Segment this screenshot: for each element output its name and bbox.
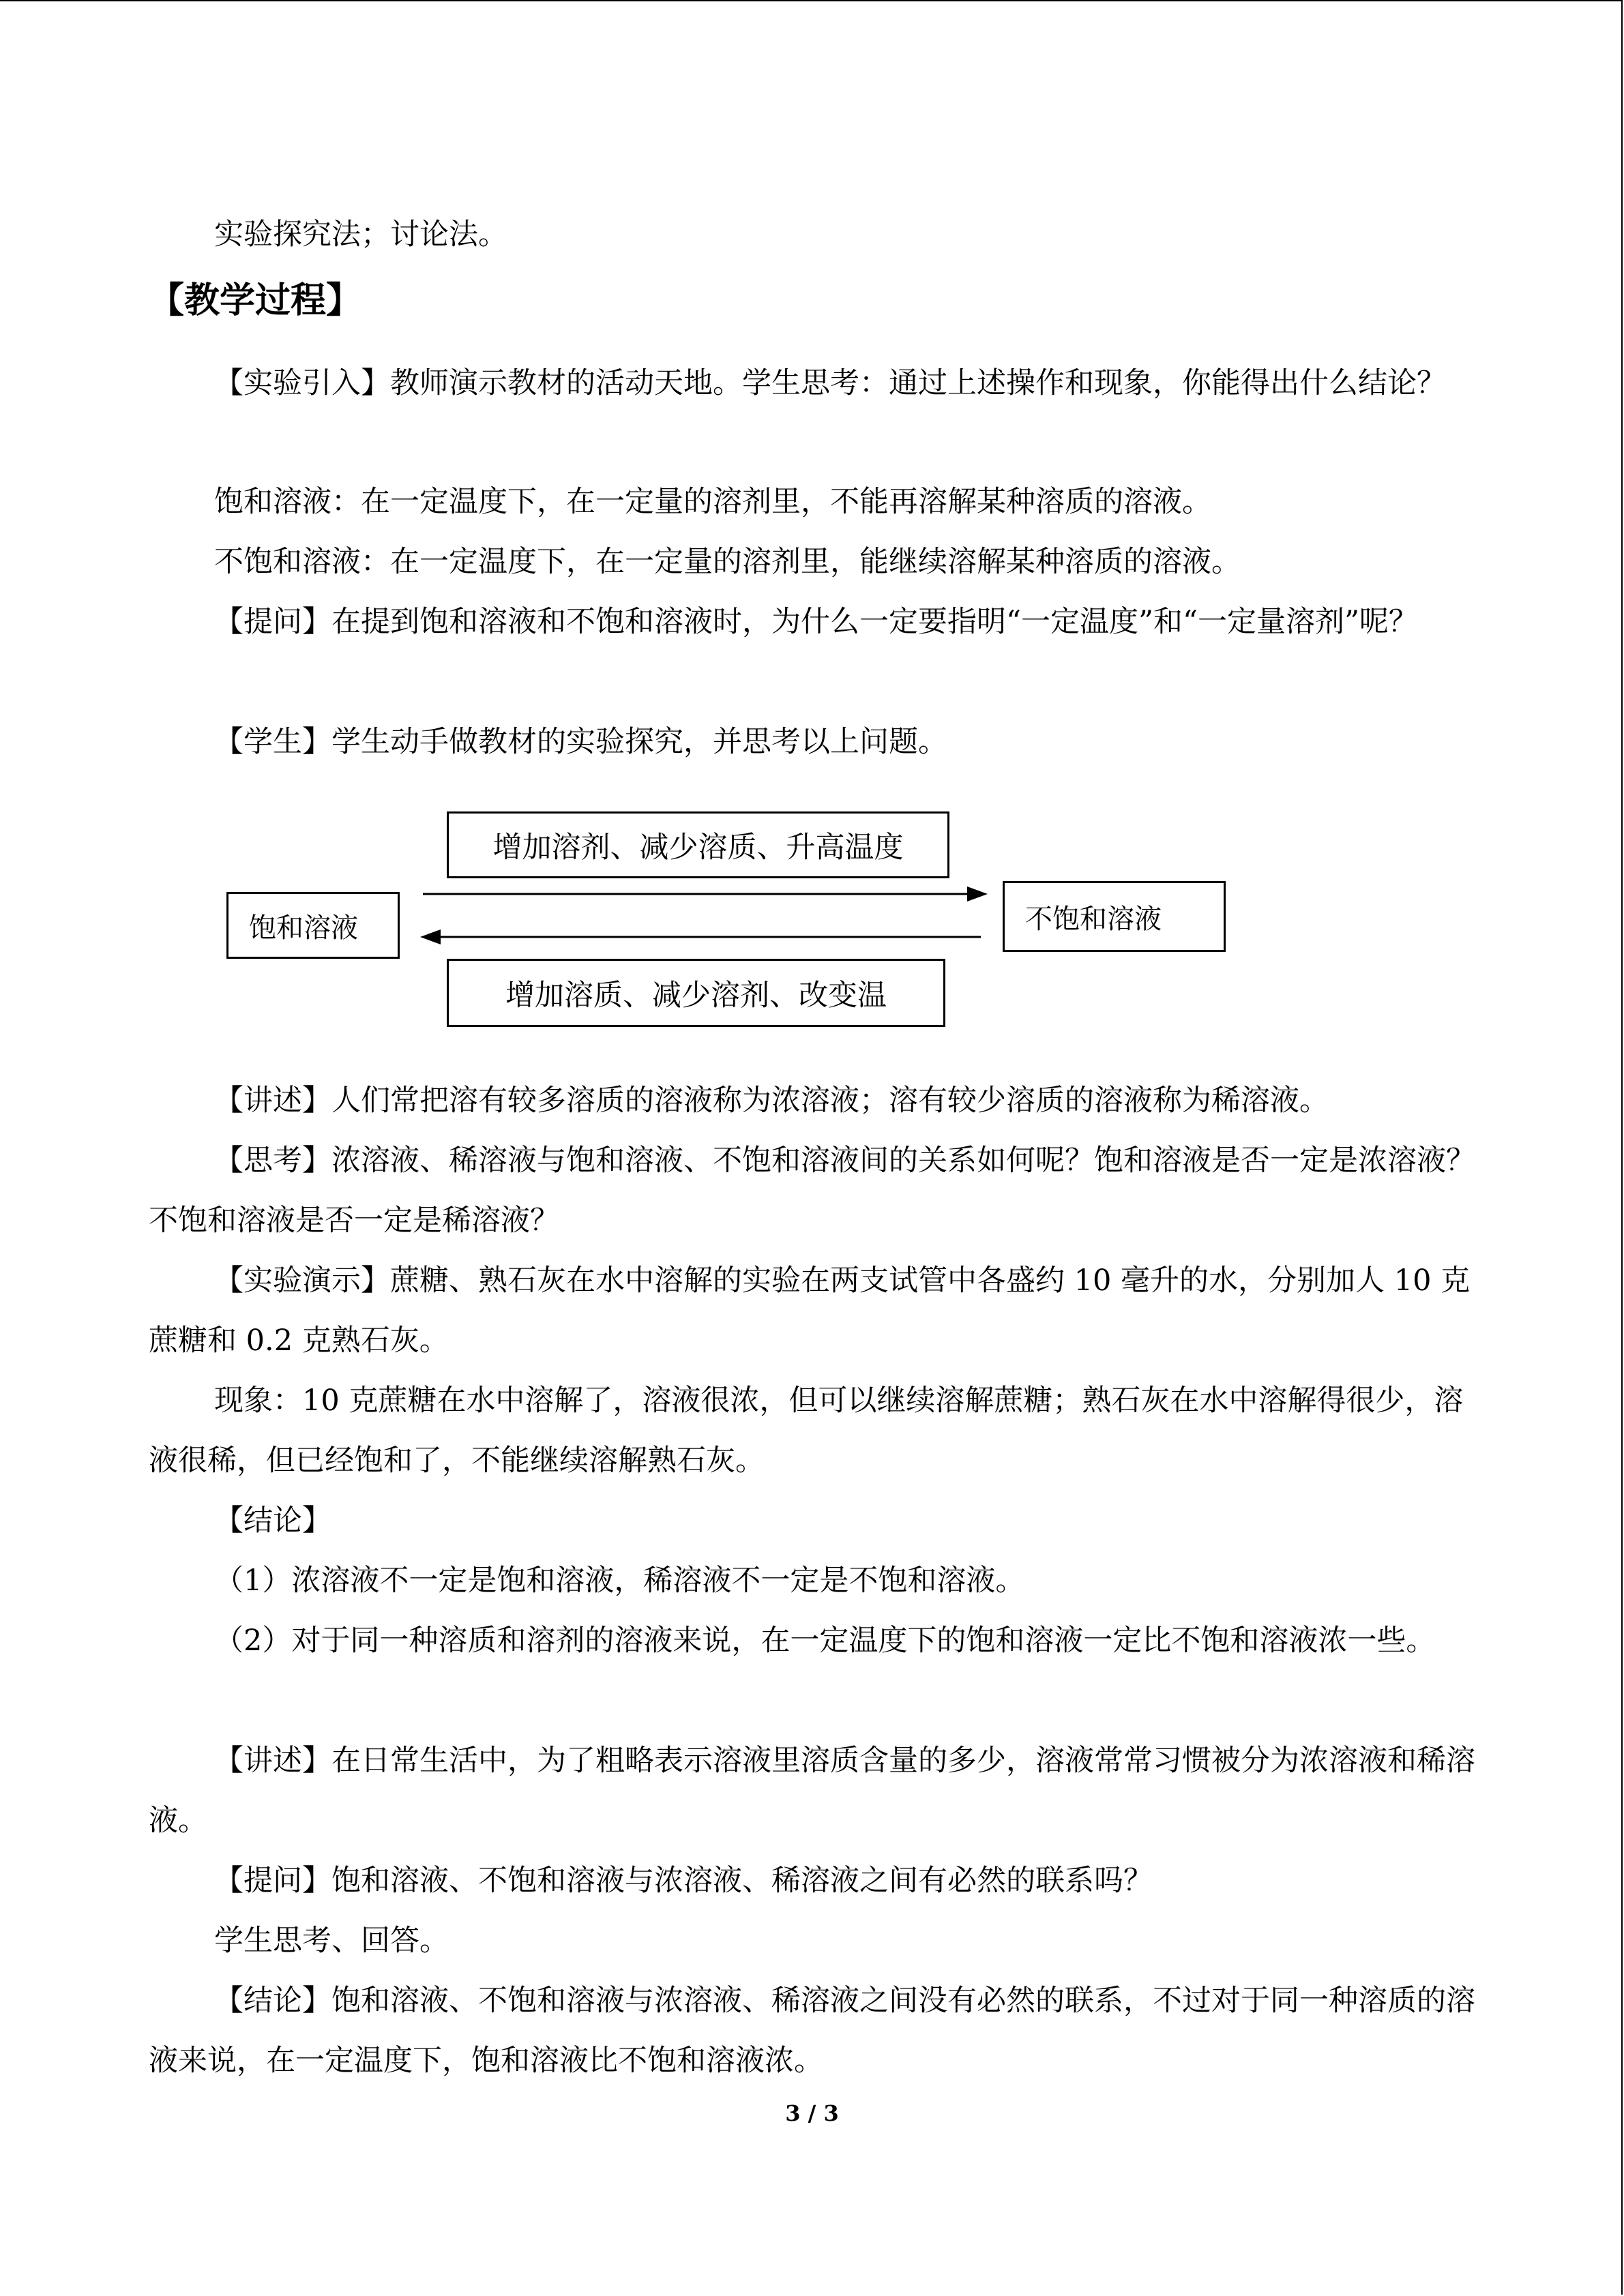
paragraph-demo: 【实验演示】蔗糖、熟石灰在水中溶解的实验在两支试管中各盛约 10 毫升的水，分别加人 10 克蔗糖和 0.2 克熟石灰。 [149, 1264, 1471, 1358]
paragraph-conclusion-2: （2）对于同一种溶质和溶剂的溶液来说，在一定温度下的饱和溶液一定比不饱和溶液浓一些。 [214, 1624, 1436, 1658]
paragraph-explain-2: 【讲述】在日常生活中，为了粗略表示溶液里溶质含量的多少，溶液常常习惯被分为浓溶液和稀溶液。 [149, 1744, 1475, 1838]
unsaturated-solution-box: 不饱和溶液 [1003, 881, 1226, 952]
backward-condition-box: 增加溶质、减少溶剂、改变温 [447, 959, 945, 1027]
paragraph-think: 【思考】浓溶液、稀溶液与饱和溶液、不饱和溶液间的关系如何呢？饱和溶液是否一定是浓溶液？不饱和溶液是否一定是稀溶液？ [149, 1144, 1475, 1238]
paragraph-student: 【学生】学生动手做教材的实验探究，并思考以上问题。 [214, 725, 947, 759]
page-number: 3 / 3 [785, 2100, 839, 2126]
paragraph-student-answer: 学生思考、回答。 [214, 1924, 449, 1958]
saturated-solution-box: 饱和溶液 [226, 892, 400, 959]
paragraph-final-conclusion: 【结论】饱和溶液、不饱和溶液与浓溶液、稀溶液之间没有必然的联系，不过对于同一种溶质的溶液来说，在一定温度下，饱和溶液比不饱和溶液浓。 [149, 1984, 1475, 2078]
diagram-arrows [0, 0, 1624, 1091]
forward-condition-box: 增加溶剂、减少溶质、升高温度 [447, 811, 949, 878]
paragraph-intro: 【实验引入】教师演示教材的活动天地。学生思考：通过上述操作和现象，你能得出什么结论？ [214, 366, 1446, 400]
paragraph-question-2: 【提问】饱和溶液、不饱和溶液与浓溶液、稀溶液之间有必然的联系吗？ [214, 1864, 1153, 1898]
backward-arrow [420, 929, 981, 944]
paragraph-saturated-definition: 饱和溶液：在一定温度下，在一定量的溶剂里，不能再溶解某种溶质的溶液。 [214, 485, 1211, 519]
paragraph-question-1: 【提问】在提到饱和溶液和不饱和溶液时，为什么一定要指明“一定温度”和“一定量溶剂”呢？ [214, 605, 1418, 639]
paragraph-conclusion-1: （1）浓溶液不一定是饱和溶液，稀溶液不一定是不饱和溶液。 [214, 1564, 1025, 1598]
section-heading: 【教学过程】 [149, 280, 362, 321]
paragraph-unsaturated-definition: 不饱和溶液：在一定温度下，在一定量的溶剂里，能继续溶解某种溶质的溶液。 [214, 545, 1241, 579]
paragraph-conclusion-heading: 【结论】 [214, 1504, 331, 1538]
forward-arrow [423, 886, 988, 901]
paragraph-phenomenon: 现象：10 克蔗糖在水中溶解了，溶液很浓，但可以继续溶解蔗糖；熟石灰在水中溶解得很少，溶液很稀，但已经饱和了，不能继续溶解熟石灰。 [149, 1384, 1464, 1478]
paragraph-explain-1: 【讲述】人们常把溶有较多溶质的溶液称为浓溶液；溶有较少溶质的溶液称为稀溶液。 [214, 1084, 1329, 1118]
teaching-method-line: 实验探究法；讨论法。 [214, 218, 507, 252]
